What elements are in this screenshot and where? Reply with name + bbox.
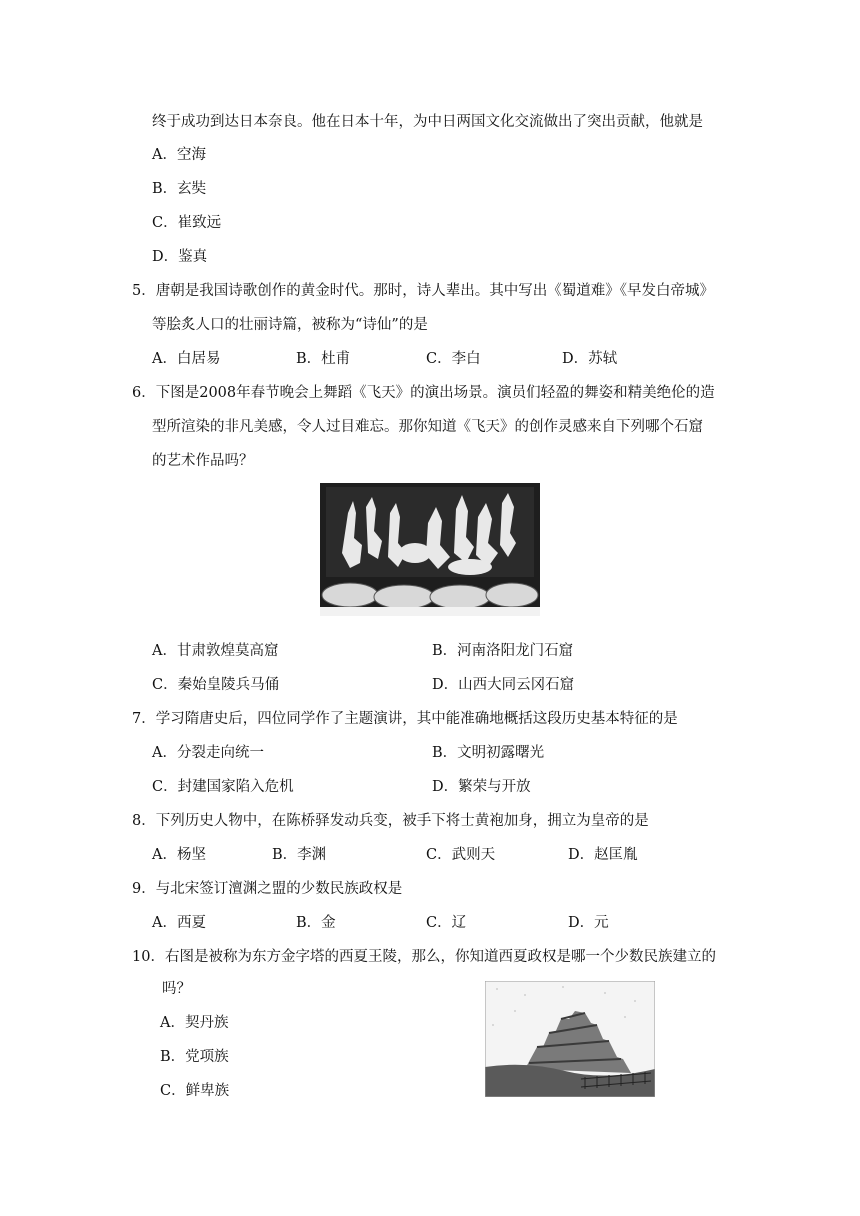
- q6-option-d[interactable]: D．山西大同云冈石窟: [432, 677, 575, 693]
- q4-option-d[interactable]: D．鉴真: [152, 249, 208, 265]
- q7-option-a[interactable]: A．分裂走向统一: [152, 745, 264, 761]
- q9-option-c[interactable]: C．辽: [426, 915, 467, 931]
- q10-stem-line1: 10．右图是被称为东方金字塔的西夏王陵，那么，你知道西夏政权是哪一个少数民族建立的: [132, 949, 716, 965]
- q5-option-d[interactable]: D．苏轼: [562, 351, 618, 367]
- q10-option-b[interactable]: B．党项族: [160, 1049, 229, 1065]
- q6-option-a[interactable]: A．甘肃敦煌莫高窟: [152, 643, 279, 659]
- q9-option-d[interactable]: D．元: [568, 915, 609, 931]
- q8-option-a[interactable]: A．杨坚: [152, 847, 206, 863]
- q4-option-c[interactable]: C．崔致远: [152, 215, 222, 231]
- q6-stem-line1: 6．下图是2008年春节晚会上舞蹈《飞天》的演出场景。演员们轻盈的舞姿和精美绝伦的造: [132, 385, 715, 401]
- q8-option-c[interactable]: C．武则天: [426, 847, 496, 863]
- feitian-dance-photo: [320, 483, 540, 616]
- q7-option-b[interactable]: B．文明初露曙光: [432, 745, 545, 761]
- q6-stem-line3: 的艺术作品吗？: [152, 453, 254, 469]
- q7-option-c[interactable]: C．封建国家陷入危机: [152, 779, 294, 795]
- q8-option-b[interactable]: B．李渊: [272, 847, 327, 863]
- q4-option-a[interactable]: A．空海: [152, 147, 206, 163]
- q9-option-a[interactable]: A．西夏: [152, 915, 206, 931]
- q5-stem-line2: 等脍炙人口的壮丽诗篇，被称为“诗仙”的是: [152, 317, 428, 333]
- q10-option-a[interactable]: A．契丹族: [160, 1015, 229, 1031]
- q5-option-a[interactable]: A．白居易: [152, 351, 221, 367]
- q8-stem: 8．下列历史人物中，在陈桥驿发动兵变，被手下将士黄袍加身，拥立为皇帝的是: [132, 813, 649, 829]
- q5-stem-line1: 5．唐朝是我国诗歌创作的黄金时代。那时，诗人辈出。其中写出《蜀道难》《早发白帝城》: [132, 283, 714, 299]
- q6-stem-line2: 型所渲染的非凡美感，令人过目难忘。那你知道《飞天》的创作灵感来自下列哪个石窟: [152, 419, 703, 435]
- q6-option-c[interactable]: C．秦始皇陵兵马俑: [152, 677, 280, 693]
- q10-option-c[interactable]: C．鲜卑族: [160, 1083, 230, 1099]
- q7-stem: 7．学习隋唐史后，四位同学作了主题演讲，其中能准确地概括这段历史基本特征的是: [132, 711, 678, 727]
- q4-stem-continuation: 终于成功到达日本奈良。他在日本十年，为中日两国文化交流做出了突出贡献，他就是: [152, 114, 703, 130]
- q8-option-d[interactable]: D．赵匡胤: [568, 847, 638, 863]
- q10-stem-line2: 吗？: [162, 981, 191, 997]
- q6-option-b[interactable]: B．河南洛阳龙门石窟: [432, 643, 574, 659]
- western-xia-tomb-photo: [485, 981, 655, 1097]
- q9-stem: 9．与北宋签订澶渊之盟的少数民族政权是: [132, 881, 403, 897]
- q7-option-d[interactable]: D．繁荣与开放: [432, 779, 531, 795]
- q5-option-c[interactable]: C．李白: [426, 351, 481, 367]
- q5-option-b[interactable]: B．杜甫: [296, 351, 351, 367]
- q9-option-b[interactable]: B．金: [296, 915, 336, 931]
- q4-option-b[interactable]: B．玄奘: [152, 181, 207, 197]
